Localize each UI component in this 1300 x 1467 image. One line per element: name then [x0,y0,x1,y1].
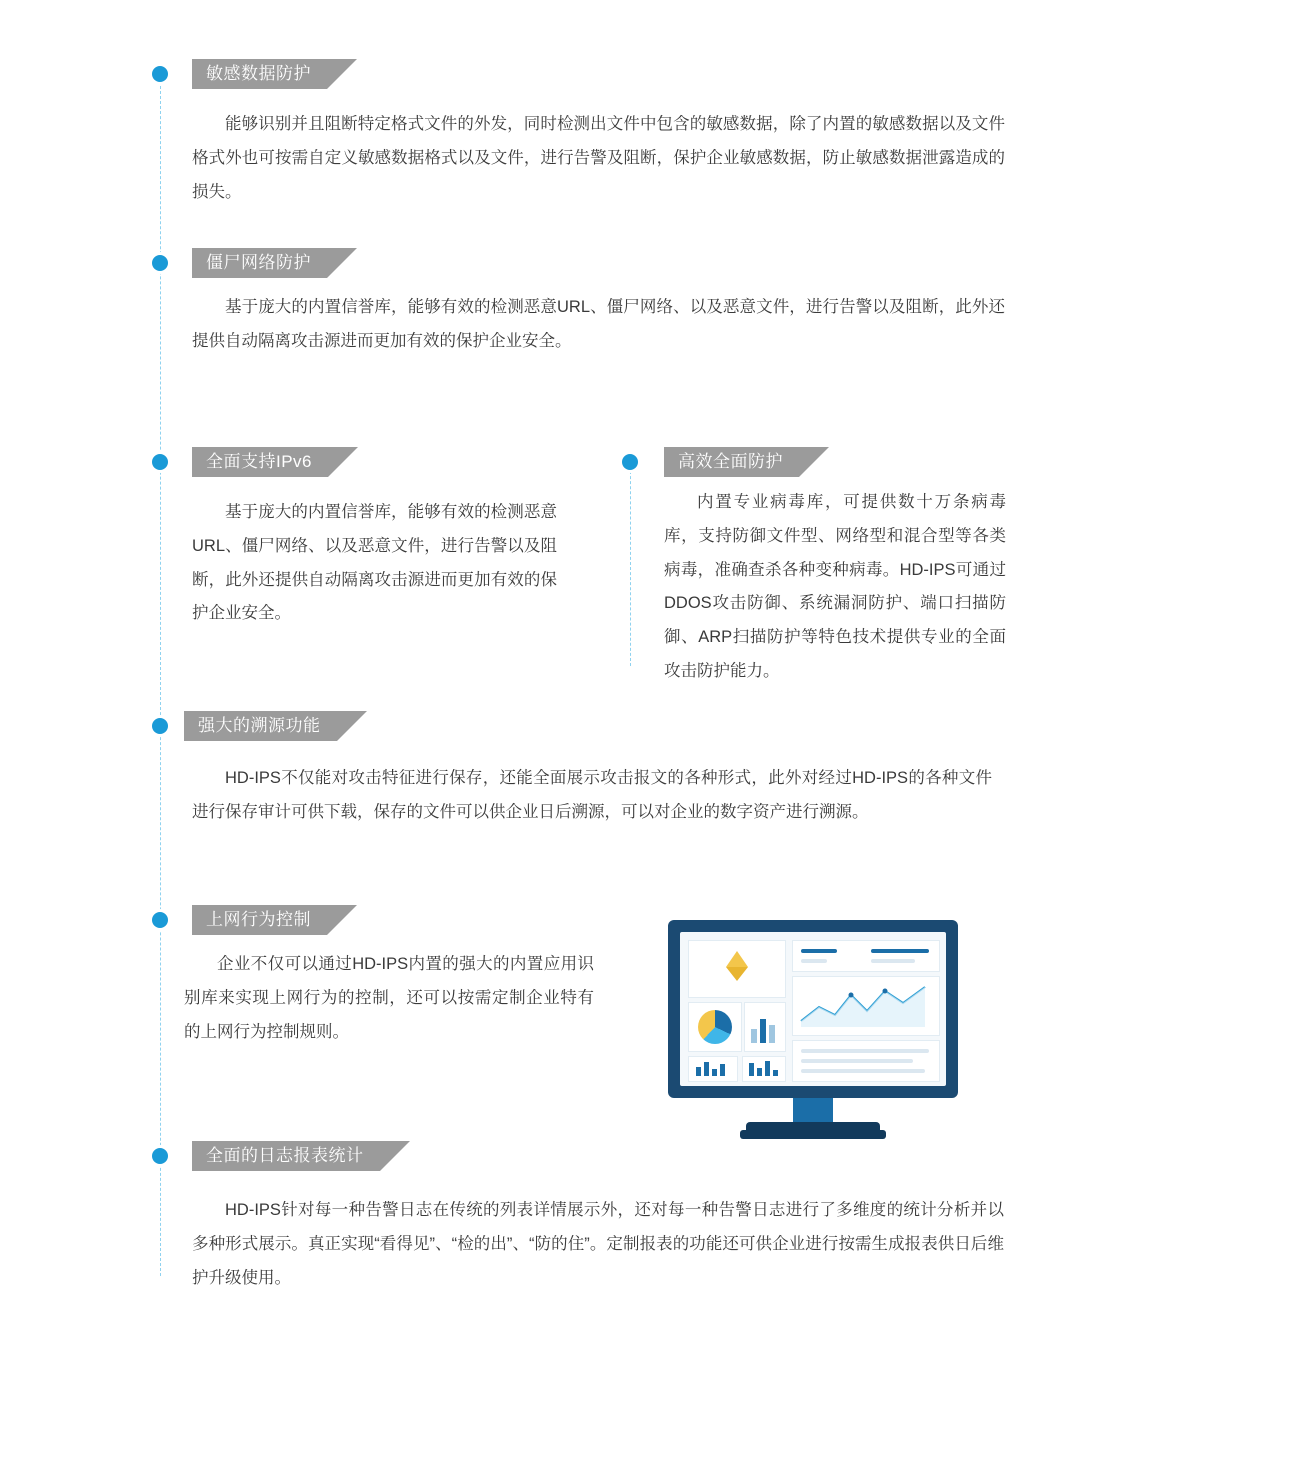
widget-line-chart-card [792,976,940,1036]
bar [757,1068,762,1076]
timeline-dot-botnet-protection [152,255,168,271]
text-line [801,1059,913,1063]
bar [760,1019,766,1043]
dashboard-monitor-illustration [668,920,958,1145]
text-line [801,1069,925,1073]
timeline-dot-traceability [152,718,168,734]
bar [765,1061,770,1076]
diamond-icon [726,951,748,967]
section-title-ipv6-support: 全面支持IPv6 [192,447,328,477]
timeline-dot-log-report-statistics [152,1148,168,1164]
section-body-web-behavior-control: 企业不仅可以通过HD-IPS内置的强大的内置应用识别库来实现上网行为的控制，还可以按需定制企业特有的上网行为控制规则。 [184,955,594,1041]
text-line [801,1049,929,1053]
monitor-stand-base [746,1122,880,1136]
widget-bars-card-3 [742,1056,786,1082]
section-title-botnet-protection: 僵尸网络防护 [192,248,327,278]
widget-pie-card [688,1002,742,1052]
bar [704,1062,709,1076]
section-title-traceability: 强大的溯源功能 [184,711,337,741]
section-body-traceability: HD-IPS不仅能对攻击特征进行保存，还能全面展示攻击报文的各种形式，此外对经过HD-IPS的各种文件进行保存审计可供下载，保存的文件可以供企业日后溯源，可以对企业的数字资产进行溯源。 [192,769,992,821]
section-body-comprehensive-protection: 内置专业病毒库，可提供数十万条病毒库，支持防御文件型、网络型和混合型等各类病毒，准确查杀各种变种病毒。HD-IPS可通过DDOS攻击防御、系统漏洞防护、端口扫描防御、ARP扫描防护等特色技术提供专业的全面攻击防护能力。 [664,493,1006,681]
timeline-dot-comprehensive-protection [622,454,638,470]
bar [712,1069,717,1076]
timeline-dot-web-behavior-control [152,912,168,928]
section-title-comprehensive-protection: 高效全面防护 [664,447,799,477]
section-body-botnet-protection: 基于庞大的内置信誉库，能够有效的检测恶意URL、僵尸网络、以及恶意文件，进行告警以及阻断，此外还提供自动隔离攻击源进而更加有效的保护企业安全。 [192,298,1005,350]
bar [696,1067,701,1076]
monitor-frame [668,920,958,1098]
bar [720,1064,725,1076]
monitor-stand-neck [793,1098,833,1124]
text-line [801,959,827,963]
bar [769,1025,775,1043]
text-line [871,959,915,963]
section-title-log-report-statistics: 全面的日志报表统计 [192,1141,380,1171]
section-title-web-behavior-control: 上网行为控制 [192,905,327,935]
line-chart-icon [793,977,939,1035]
section-title-sensitive-data-protection: 敏感数据防护 [192,59,327,89]
section-body-log-report-statistics: HD-IPS针对每一种告警日志在传统的列表详情展示外，还对每一种告警日志进行了多维度的统计分析并以多种形式展示。真正实现“看得见”、“检的出”、“防的住”。定制报表的功能还可供企业进行按需生成报表供日后维护升级使用。 [192,1201,1004,1287]
timeline-dot-sensitive-data-protection [152,66,168,82]
widget-header-card [792,940,940,972]
bar [773,1070,778,1076]
timeline-rail-secondary [630,466,632,666]
widget-text-list-card [792,1040,940,1082]
section-body-sensitive-data-protection: 能够识别并且阻断特定格式文件的外发，同时检测出文件中包含的敏感数据，除了内置的敏感数据以及文件格式外也可按需自定义敏感数据格式以及文件，进行告警及阻断，保护企业敏感数据，防止敏感数据泄露造成的损失。 [192,115,1005,201]
timeline-dot-ipv6-support [152,454,168,470]
bar [749,1063,754,1076]
section-body-ipv6-support: 基于庞大的内置信誉库，能够有效的检测恶意URL、僵尸网络、以及恶意文件，进行告警以及阻断，此外还提供自动隔离攻击源进而更加有效的保护企业安全。 [192,503,557,623]
monitor-screen [680,932,946,1086]
widget-diamond-card [688,940,786,998]
text-line [871,949,929,953]
widget-bars-card [744,1002,786,1052]
bar [751,1029,757,1043]
pie-chart-icon [698,1010,732,1044]
widget-bars-card-2 [688,1056,738,1082]
text-line [801,949,837,953]
